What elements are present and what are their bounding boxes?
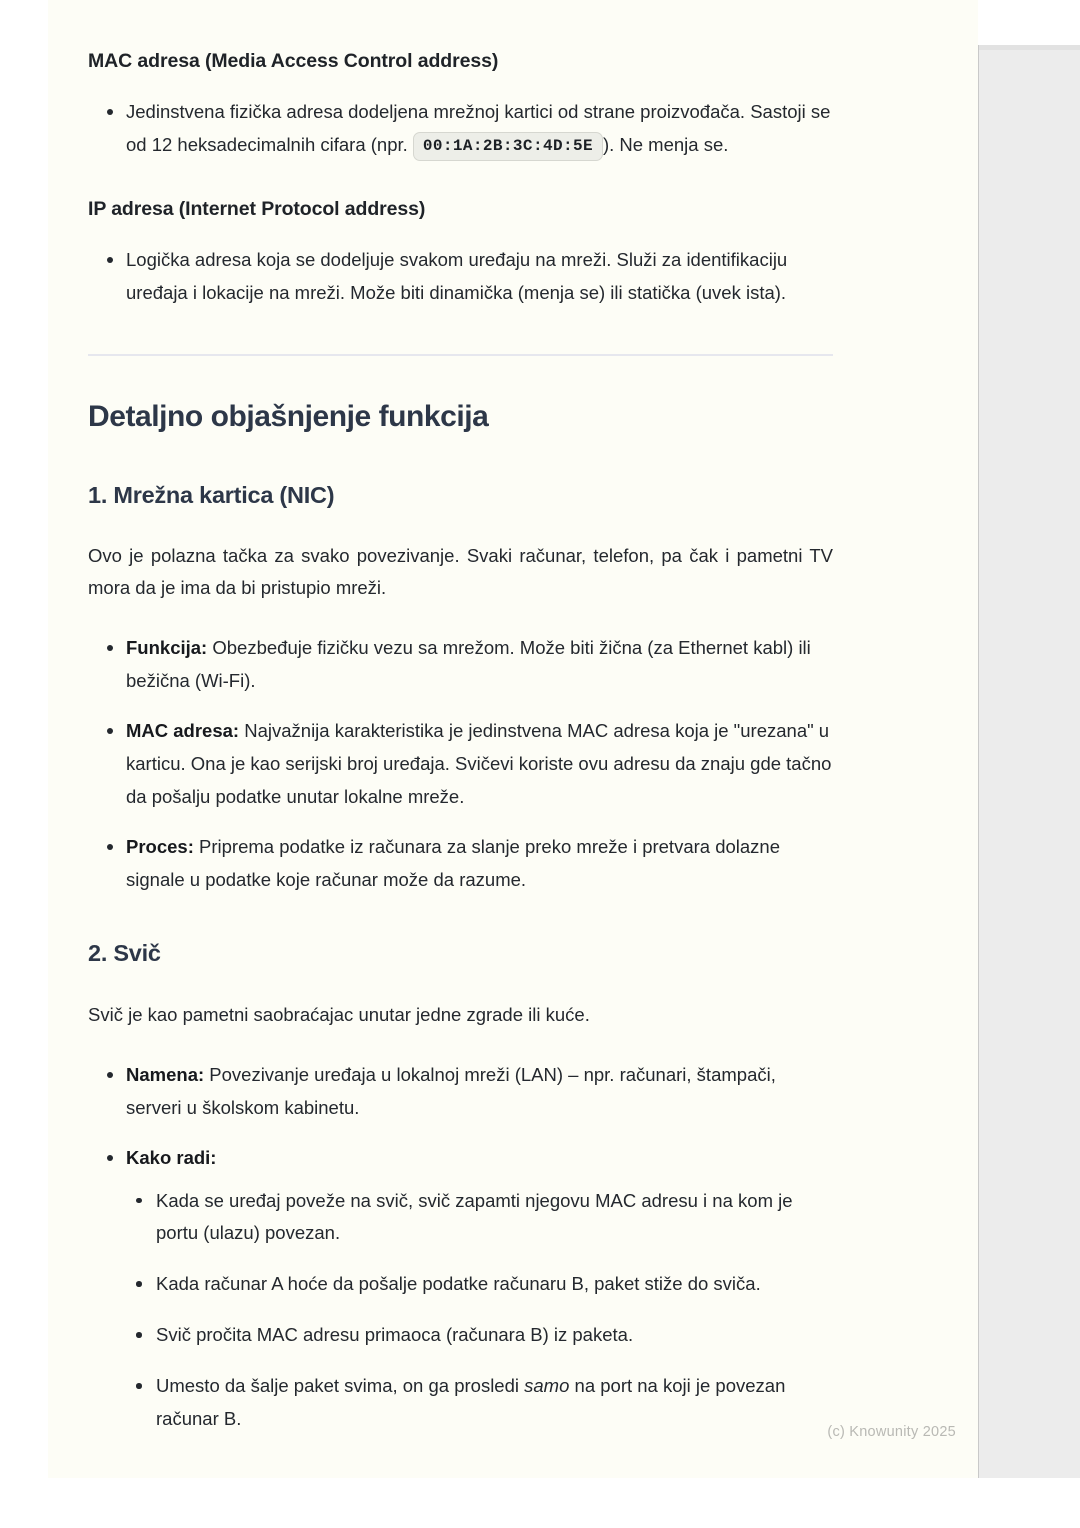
bullet-dot-icon (136, 1281, 142, 1287)
heading-detaljno-objasnjenje: Detaljno objašnjenje funkcija (88, 400, 489, 434)
list-svic (88, 1059, 833, 1436)
heading-svic: 2. Svič (88, 940, 161, 967)
list-ip-adresa (88, 244, 833, 310)
mac-bullet-text-after-code: ). Ne menja se. (602, 134, 729, 156)
sub-item-text: Kada računar A hoće da pošalje podatke računaru B, paket stiže do sviča. (156, 1273, 761, 1295)
bullet-dot-icon (136, 1332, 142, 1338)
list-item (126, 1319, 833, 1352)
sub-item-text: Kada se uređaj poveže na svič, svič zapamti njegovu MAC adresu i na kom je portu (ulazu) povezan. (156, 1189, 793, 1244)
list-item (126, 1185, 833, 1251)
heading-ip-adresa: IP adresa (Internet Protocol address) (88, 198, 426, 221)
list-item (126, 1370, 833, 1436)
bullet-dot-icon (107, 645, 113, 651)
bullet-dot-icon (107, 728, 113, 734)
bullet-dot-icon (107, 257, 113, 263)
list-item-text: Priprema podatke iz računara za slanje preko mreže i pretvara dolazne signale u podatke koje računar može da razume. (126, 835, 781, 890)
mac-bullet-text-before-code: Jedinstvena fizička adresa dodeljena mrežnoj kartici od strane proizvođača. Sastoji se od 12 heksadecimalnih cifara (npr. (126, 101, 831, 156)
bullet-dot-icon (107, 109, 113, 115)
list-item-lead: MAC adresa: (126, 719, 240, 741)
list-item-text: Najvažnija karakteristika je jedinstvena MAC adresa koja je "urezana" u karticu. Ona je kao serijski broj uređaja. Svičevi koriste ovu adresu da znaju gde tačno da pošalju podatke unutar lokalne mreže. (126, 719, 832, 807)
paragraph-nic-intro: Ovo je polazna tačka za svako povezivanje. Svaki računar, telefon, pa čak i pametni TV mora da je ima da bi pristupio mreži. (88, 545, 833, 599)
list-item-lead: Namena: (126, 1063, 205, 1085)
sub-item-text: Svič pročita MAC adresu primaoca (računara B) iz paketa. (156, 1324, 634, 1346)
emphasis-samo: samo (524, 1375, 570, 1397)
list-nic-features (88, 632, 833, 896)
list-item (126, 1268, 833, 1301)
list-item-lead: Funkcija: (126, 636, 208, 658)
list-item (88, 1059, 833, 1125)
sub-item-text-after-emphasis: na port na koji je povezan računar B. (156, 1375, 786, 1430)
list-kako-radi-steps (126, 1185, 833, 1437)
bullet-dot-icon (107, 1155, 113, 1161)
section-divider (88, 354, 833, 356)
list-item-kako-radi (88, 1142, 833, 1436)
list-item (88, 96, 833, 162)
heading-mac-adresa: MAC adresa (Media Access Control address) (88, 50, 499, 72)
bullet-dot-icon (107, 844, 113, 850)
bullet-dot-icon (136, 1198, 142, 1204)
copyright-watermark: (c) Knowunity 2025 (827, 1424, 956, 1440)
document-content (88, 48, 833, 1462)
ip-bullet-text: Logička adresa koja se dodeljuje svakom uređaju na mreži. Služi za identifikaciju uređaja i lokacije na mreži. Može biti dinamička (menja se) ili statička (uvek ista). (126, 249, 788, 304)
list-item (88, 244, 833, 310)
list-item-text: Obezbeđuje fizičku vezu sa mrežom. Može biti žična (za Ethernet kabl) ili bežična (Wi-Fi). (126, 636, 811, 691)
mac-address-code-chip: 00:1A:2B:3C:4D:5E (413, 132, 603, 161)
heading-mrezna-kartica: 1. Mrežna kartica (NIC) (88, 481, 335, 508)
gutter-top-edge (979, 45, 1080, 50)
list-item (88, 632, 833, 698)
list-item-text: Povezivanje uređaja u lokalnoj mreži (LAN) – npr. računari, štampači, serveri u školskom kabinetu. (126, 1063, 776, 1118)
list-item-lead: Proces: (126, 835, 194, 857)
document-page (48, 0, 978, 1478)
list-item (88, 715, 833, 814)
page-right-gutter (978, 45, 1080, 1478)
bullet-dot-icon (136, 1383, 142, 1389)
list-item-lead: Kako radi: (126, 1146, 217, 1168)
bullet-dot-icon (107, 1072, 113, 1078)
paragraph-svic-intro: Svič je kao pametni saobraćajac unutar jedne zgrade ili kuće. (88, 1003, 590, 1025)
sub-item-text-before-emphasis: Umesto da šalje paket svima, on ga prosledi (156, 1375, 525, 1397)
list-item (88, 831, 833, 897)
list-mac-adresa (88, 96, 833, 162)
